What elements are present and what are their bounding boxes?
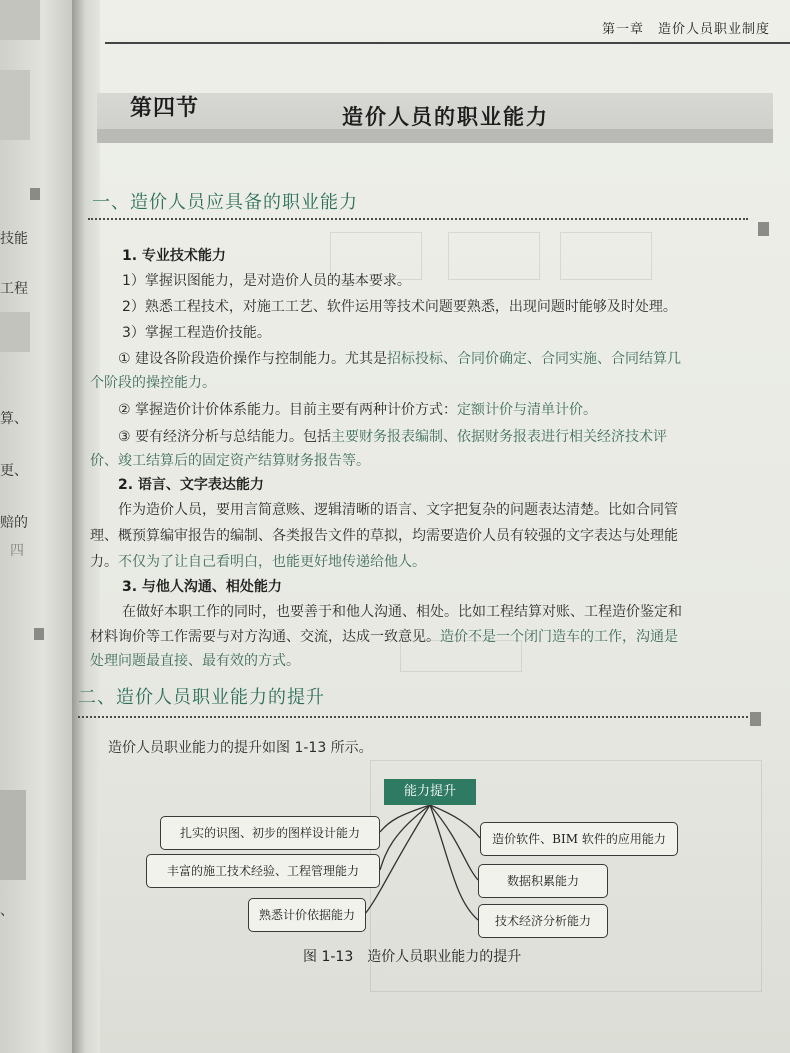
heading-square-marker — [758, 222, 769, 236]
left-page-fragment: 四 — [10, 543, 24, 559]
figure-caption-text: 造价人员职业能力的提升 — [367, 949, 522, 965]
heading-dotted-rule — [88, 218, 748, 220]
handwritten-run: 造价不是一个闭门造车的工作，沟通是 — [440, 629, 678, 645]
left-page-fragment: 更、 — [0, 463, 28, 479]
diagram-node-right: 技术经济分析能力 — [478, 904, 608, 938]
diagram-node-right: 数据积累能力 — [478, 864, 608, 898]
left-page-fragment: 、 — [0, 903, 14, 919]
diagram-node-left: 熟悉计价依据能力 — [248, 898, 366, 932]
paragraph-line: 作为造价人员，要用言简意赅、逻辑清晰的语言、文字把复杂的问题表达清楚。比如合同管 — [118, 502, 678, 518]
handwritten-run: 定额计价与清单计价。 — [457, 402, 597, 418]
header-rule — [105, 42, 790, 44]
heading-dotted-rule — [78, 716, 748, 718]
paragraph-line — [90, 648, 750, 674]
subheading-communication-skills: 3. 与他人沟通、相处能力 — [122, 579, 282, 595]
paragraph-line: 1）掌握识图能力，是对造价人员的基本要求。 — [122, 273, 411, 289]
paragraph-line: 2）熟悉工程技术，对施工工艺、软件运用等技术问题要熟悉，出现问题时能够及时处理。 — [122, 299, 677, 315]
left-page-square-marker — [30, 188, 40, 200]
heading-square-marker — [750, 712, 761, 726]
left-page-fragment: 技能 — [0, 231, 28, 247]
subheading-expression-skills: 2. 语言、文字表达能力 — [118, 477, 264, 493]
paragraph-line — [118, 397, 778, 423]
paragraph-line — [90, 370, 750, 396]
text-run: ② 掌握造价计价体系能力。目前主要有两种计价方式： — [118, 402, 457, 418]
left-page-fragment: 工程 — [0, 281, 28, 297]
text-run: 力。 — [90, 554, 118, 570]
diagram-node-left: 丰富的施工技术经验、工程管理能力 — [146, 854, 380, 888]
handwritten-run: 招标投标、合同价确定、合同实施、合同结算几 — [387, 351, 681, 367]
text-run: 材料询价等工作需要与对方沟通、交流，达成一致意见。 — [90, 629, 440, 645]
left-page-gray-band — [0, 790, 26, 880]
figure-number: 图 1-13 — [303, 949, 354, 965]
text-run: ③ 要有经济分析与总结能力。包括 — [118, 429, 332, 445]
running-head: 第一章 造价人员职业制度 — [601, 22, 770, 37]
paragraph-line — [90, 624, 750, 650]
subheading-professional-skills: 1. 专业技术能力 — [122, 248, 226, 264]
left-page-gray-band — [0, 0, 40, 40]
left-page-gray-band — [0, 312, 30, 352]
figure-caption — [303, 946, 521, 966]
diagram-hub-node: 能力提升 — [384, 779, 476, 805]
paragraph-line — [90, 448, 750, 474]
paragraph-line: 理、概预算编审报告的编制、各类报告文件的草拟，均需要造价人员有较强的文字表达与处理能 — [90, 528, 678, 544]
paragraph-line — [118, 424, 778, 450]
section-number: 第四节 — [130, 95, 200, 121]
paragraph-line — [90, 549, 750, 575]
paragraph-line — [118, 346, 778, 372]
handwritten-run: 主要财务报表编制、依据财务报表进行相关经济技术评 — [331, 429, 668, 445]
paragraph-line: 在做好本职工作的同时，也要善于和他人沟通、相处。比如工程结算对账、工程造价鉴定和 — [122, 604, 682, 620]
left-page-square-marker — [34, 628, 44, 640]
handwritten-run: 价、竣工结算后的固定资产结算财务报告等。 — [90, 453, 370, 469]
left-page-fragment: 算、 — [0, 411, 28, 427]
left-facing-page — [0, 0, 72, 1053]
diagram-node-right: 造价软件、BIM 软件的应用能力 — [480, 822, 678, 856]
figure-intro: 造价人员职业能力的提升如图 1-13 所示。 — [108, 740, 373, 756]
heading-1: 一、造价人员应具备的职业能力 — [92, 192, 358, 213]
left-page-fragment: 赔的 — [0, 515, 28, 531]
handwritten-run: 处理问题最直接、最有效的方式。 — [90, 653, 300, 669]
paragraph-line: 3）掌握工程造价技能。 — [122, 325, 271, 341]
section-title: 造价人员的职业能力 — [342, 105, 549, 129]
handwritten-run: 个阶段的操控能力。 — [90, 375, 216, 391]
heading-2: 二、造价人员职业能力的提升 — [78, 687, 325, 708]
left-page-gray-band — [0, 70, 30, 140]
diagram-node-left: 扎实的识图、初步的图样设计能力 — [160, 816, 380, 850]
text-run: ① 建设各阶段造价操作与控制能力。尤其是 — [118, 351, 387, 367]
handwritten-run: 不仅为了让自己看明白，也能更好地传递给他人。 — [118, 554, 426, 570]
